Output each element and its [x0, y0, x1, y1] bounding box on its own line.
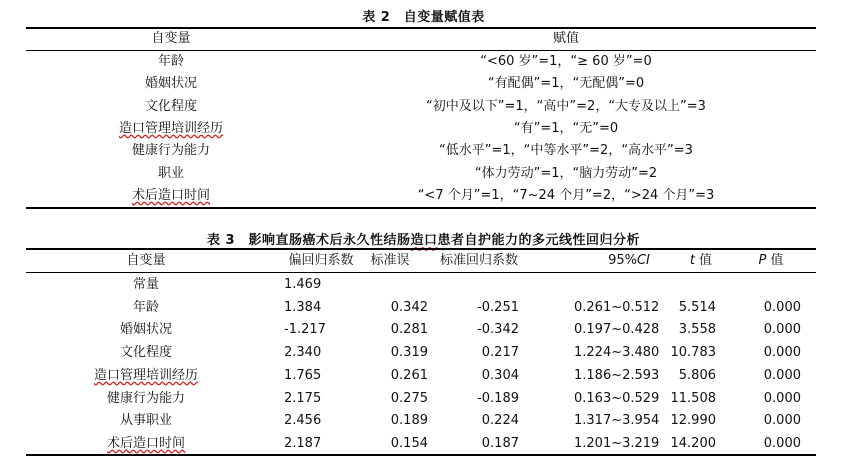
table3-caption-post: 患者自护能力的多元线性回归分析	[437, 233, 641, 248]
table3-header-se: 标准误	[370, 253, 410, 268]
table3-b-cell: 2.340	[284, 345, 322, 361]
table3-var-cell: 常量	[132, 277, 159, 292]
table3-row	[26, 432, 816, 455]
table3-header-var: 自变量	[126, 253, 166, 268]
table3-var-cell: 从事职业	[119, 413, 172, 429]
table2-value-cell: “体力劳动”=1，“脑力劳动”=2	[474, 165, 658, 181]
table3-b-cell: 1.469	[284, 277, 322, 292]
table3-row	[26, 409, 816, 432]
table2-var-cell: 婚姻状况	[144, 76, 197, 92]
table2-var-cell: 术后造口时间	[131, 187, 210, 203]
table3-t-cell: 11.508	[670, 390, 716, 406]
table3-beta-cell: 0.217	[481, 345, 519, 361]
table3-beta-cell: 0.224	[481, 413, 519, 429]
table3-t-cell: 5.806	[678, 367, 716, 383]
table3-se-cell: 0.342	[390, 299, 428, 315]
table3-beta-cell: 0.187	[481, 435, 519, 451]
table3-ci-cell: 0.261~0.512	[574, 299, 660, 315]
table3-ci-cell: 1.186~2.593	[574, 367, 660, 383]
table3-ci-cell: 0.163~0.529	[574, 390, 660, 406]
table2-var-cell: 文化程度	[144, 98, 197, 114]
table3-row	[26, 364, 816, 387]
table2-var-cell: 健康行为能力	[131, 143, 210, 159]
table2-caption: 表 2 自变量赋值表	[362, 10, 485, 25]
table3-t-cell: 14.200	[670, 435, 716, 451]
table3-row	[26, 318, 816, 341]
table3-se-cell: 0.275	[390, 390, 428, 406]
table2-header-val: 赋值	[552, 31, 579, 46]
table3-caption	[0, 229, 847, 248]
table2-row	[26, 51, 816, 73]
table3-bottom-rule	[26, 454, 816, 456]
table2-header-var: 自变量	[151, 31, 191, 46]
table3-b-cell: 2.187	[284, 435, 322, 451]
table3-p-cell: 0.000	[763, 367, 801, 383]
table2-value-cell: “低水平”=1，“中等水平”=2，“高水平”=3	[439, 143, 693, 159]
table3-var-cell: 婚姻状况	[119, 322, 172, 338]
table2-var-cell: 职业	[157, 165, 184, 181]
table2-value-cell: “有”=1，“无”=0	[513, 120, 619, 136]
table3-ci-cell: 1.317~3.954	[574, 413, 660, 429]
table3-header-row	[26, 249, 816, 272]
table3-beta-cell: -0.251	[477, 299, 519, 315]
table2-value-cell: “初中及以下”=1，“高中”=2，“大专及以上”=3	[426, 98, 706, 114]
table3-p-cell: 0.000	[763, 322, 801, 338]
table3-row	[26, 341, 816, 364]
table3-se-cell: 0.281	[390, 322, 428, 338]
table2-row	[26, 185, 816, 207]
table3-ci-cell: 1.201~3.219	[574, 435, 660, 451]
table3-p-cell: 0.000	[763, 390, 801, 406]
table3-header-b: 偏回归系数	[288, 253, 354, 268]
table3-var-cell: 术后造口时间	[106, 435, 185, 451]
table3-caption-wavy: 造口	[410, 233, 438, 248]
table3-beta-cell: 0.304	[481, 367, 519, 383]
table2-header-row	[26, 28, 816, 50]
table3-b-cell: 1.384	[284, 299, 322, 315]
table2-row	[26, 118, 816, 140]
table3-se-cell: 0.189	[390, 413, 428, 429]
table3-se-cell: 0.261	[390, 367, 428, 383]
table3-t-cell: 10.783	[670, 345, 716, 361]
table3-p-cell: 0.000	[763, 435, 801, 451]
table3-se-cell: 0.319	[390, 345, 428, 361]
table2-row	[26, 140, 816, 162]
table2-value-cell: “<7 个月”=1，“7~24 个月”=2，“>24 个月”=3	[417, 187, 715, 203]
table3-row	[26, 387, 816, 410]
table3-t-cell: 5.514	[678, 299, 716, 315]
table3-beta-cell: -0.342	[477, 322, 519, 338]
table3-beta-cell: -0.189	[477, 390, 519, 406]
table2-row	[26, 96, 816, 118]
table3-var-cell: 造口管理培训经历	[93, 367, 198, 383]
table2-row	[26, 163, 816, 185]
table3-t-cell: 12.990	[670, 413, 716, 429]
table3-caption-pre: 表 3 影响直肠癌术后永久性结肠	[206, 233, 411, 248]
table2-bottom-rule	[26, 207, 816, 209]
table3-header-t: t 值	[689, 253, 713, 268]
table3-se-cell: 0.154	[390, 435, 428, 451]
table3-t-cell: 3.558	[678, 322, 716, 338]
table3-row	[26, 296, 816, 319]
table2-row	[26, 73, 816, 95]
table3-ci-cell: 0.197~0.428	[574, 322, 660, 338]
table3-b-cell: 1.765	[284, 367, 322, 383]
table2-var-cell: 造口管理培训经历	[118, 120, 223, 136]
table3-ci-cell: 1.224~3.480	[574, 345, 660, 361]
table3-p-cell: 0.000	[763, 345, 801, 361]
table3-p-cell: 0.000	[763, 299, 801, 315]
table3-var-cell: 健康行为能力	[106, 390, 185, 406]
table3-header-beta: 标准回归系数	[439, 253, 518, 268]
table3-b-cell: 2.175	[284, 390, 322, 406]
table3-b-cell: -1.217	[284, 322, 326, 338]
table2-var-cell: 年龄	[157, 54, 184, 69]
table3-b-cell: 2.456	[284, 413, 322, 429]
table2-value-cell: “有配偶”=1，“无配偶”=0	[487, 76, 645, 92]
table3-header-ci: 95%CI	[608, 253, 650, 268]
table3-var-cell: 年龄	[132, 299, 159, 315]
table2-value-cell: “<60 岁”=1，“≥ 60 岁”=0	[480, 54, 652, 69]
table3-var-cell: 文化程度	[119, 345, 172, 361]
table3-row	[26, 273, 816, 296]
table3-p-cell: 0.000	[763, 413, 801, 429]
table3-header-p: P 值	[758, 253, 784, 268]
